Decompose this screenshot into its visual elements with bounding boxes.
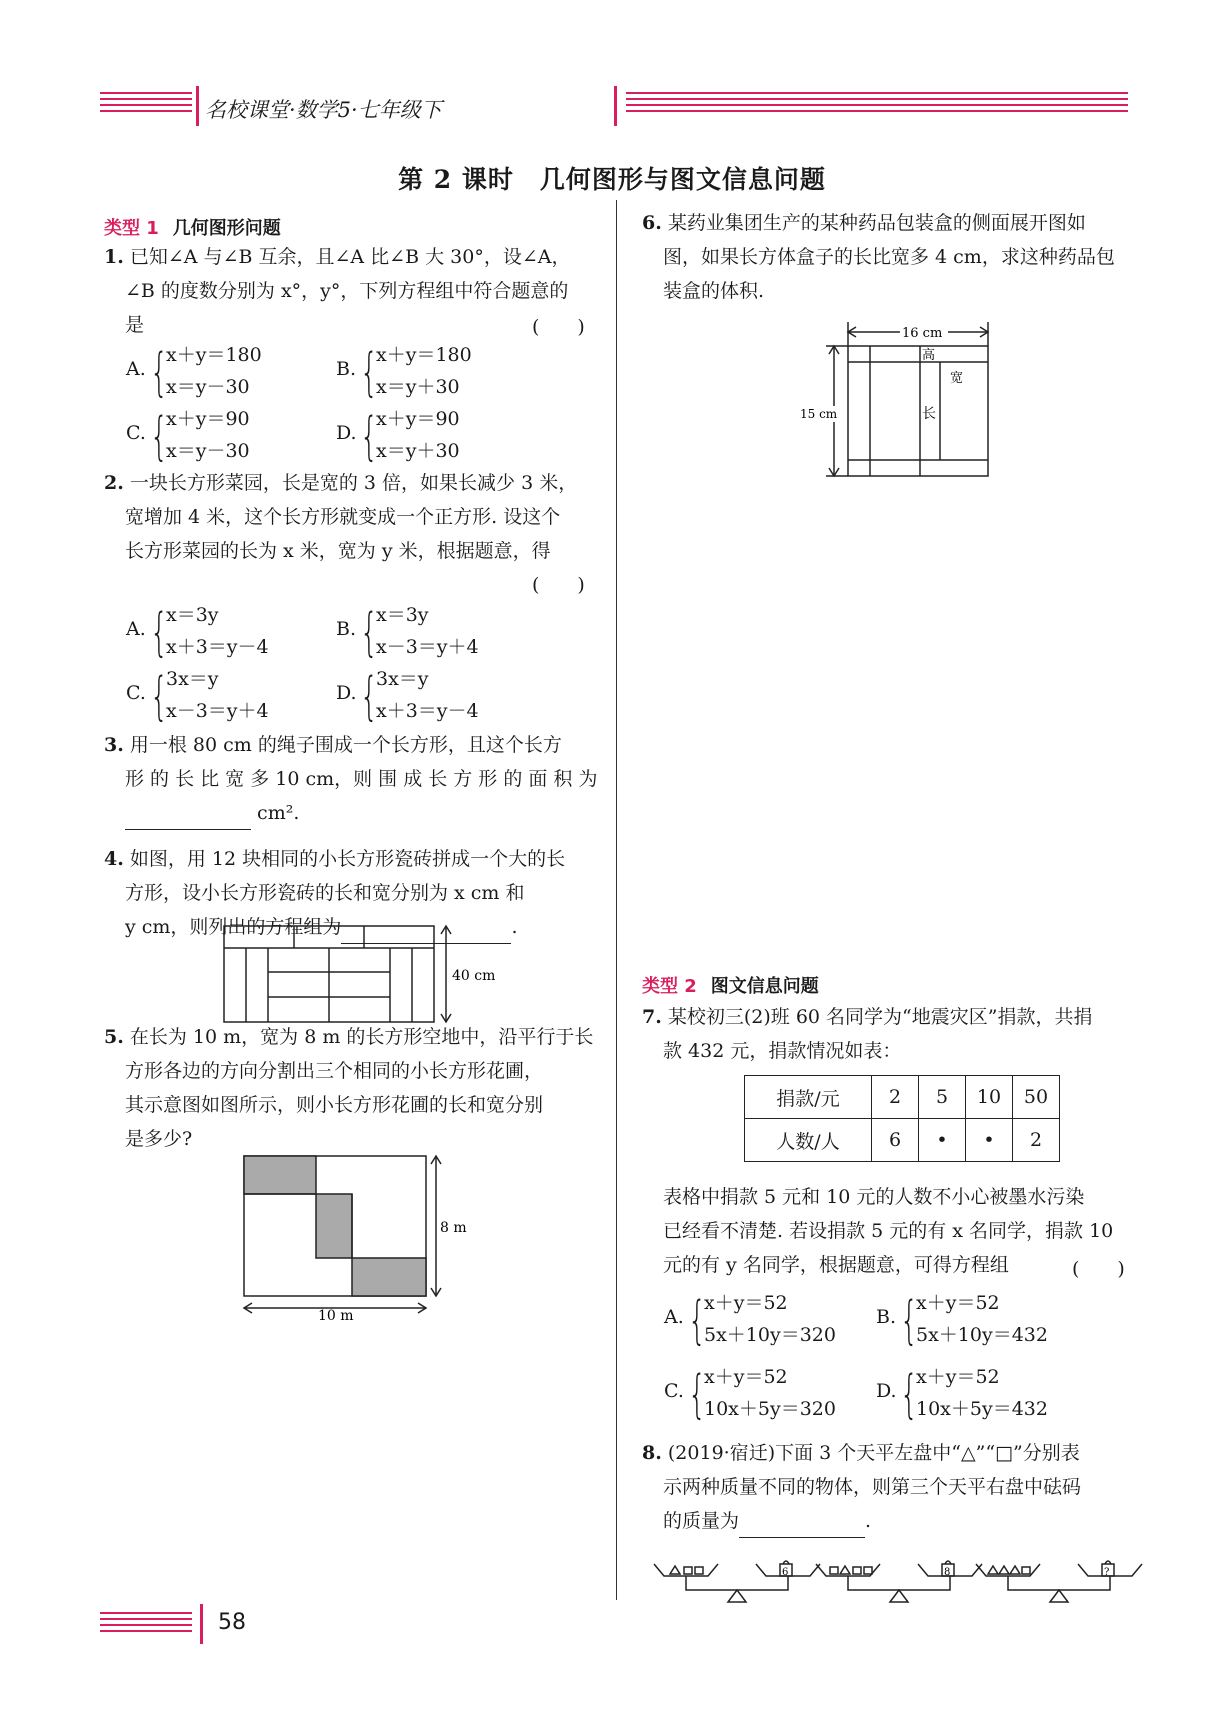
page-title: 第 2 课时 几何图形与图文信息问题 [398,165,826,194]
question-8: 8. (2019·宿迁)下面 3 个天平左盘中“△”“□”分别表 示两种质量不同的物体，则第三个天平右盘中砝码 的质量为 . [642,1436,1142,1538]
header-bar-left [196,86,199,126]
header-title: 名校课堂·数学5·七年级下 [205,98,442,122]
label-kuan: 宽 [950,371,964,386]
answer-blank-3[interactable] [125,803,251,830]
table-cell: • [919,1119,966,1162]
weight-3: ? [1104,1567,1110,1578]
donation-table [744,1075,1060,1162]
table-cell: 5 [919,1076,966,1119]
section-heading-2 [642,972,819,998]
answer-blank-8[interactable] [739,1511,865,1538]
table-cell: 10 [966,1076,1013,1119]
question-1: 1. 已知∠A 与∠B 互余，且∠A 比∠B 大 30°，设∠A， ∠B 的度数分别为 x°，y°，下列方程组中符合题意的 是 [104,246,571,336]
weight-1: 6 [782,1567,789,1578]
answer-paren-1: ( ) [532,316,585,338]
footer-bar [200,1604,203,1644]
table-cell: 50 [1013,1076,1060,1119]
table-row [745,1076,1060,1119]
tile-height-label: 40 cm [452,968,496,984]
table-cell: 人数/人 [745,1119,872,1162]
header-lines-left [100,92,192,118]
label-gao: 高 [922,348,936,363]
garden-height-label: 8 m [440,1220,467,1236]
section-title: 几何图形问题 [172,218,281,239]
box-width-label: 16 cm [902,326,943,341]
question-6: 6. 某药业集团生产的某种药品包装盒的侧面展开图如 图，如果长方体盒子的长比宽多 4 cm，求这种药品包 装盒的体积. [642,212,1115,302]
section-heading-1 [104,214,281,240]
table-cell: 2 [1013,1119,1060,1162]
question-5: 5. 在长为 10 m，宽为 8 m 的长方形空地中，沿平行于长 方形各边的方向分割出三个相同的小长方形花圃， 其示意图如图所示，则小长方形花圃的长和宽分别 是多少? [104,1026,594,1150]
table-cell: • [966,1119,1013,1162]
header-bar-right [614,86,617,126]
table-cell: 2 [872,1076,919,1119]
question-4: 4. 如图，用 12 块相同的小长方形瓷砖拼成一个大的长 方形，设小长方形瓷砖的长和宽分别为 x cm 和 y cm，则列出的方程组为 . [104,842,604,944]
box-net-figure [800,322,1000,482]
garden-width-label: 10 m [318,1308,354,1324]
table-cell: 6 [872,1119,919,1162]
question-2: 2. 一块长方形菜园，长是宽的 3 倍，如果长减少 3 米， 宽增加 4 米，这个长方形就变成一个正方形. 设这个 长方形菜园的长为 x 米，宽为 y 米，根据题意，得 [104,472,578,562]
tile-figure [220,922,496,1032]
section-tag: 类型 1 [104,218,159,239]
footer-lines [100,1612,192,1638]
weight-2: 8 [944,1567,951,1578]
question-7-cont: 表格中捐款 5 元和 10 元的人数不小心被墨水污染 已经看不清楚. 若设捐款 5 元的有 x 名同学，捐款 10 元的有 y 名同学，根据题意，可得方程组 [663,1186,1114,1276]
label-chang: 长 [922,406,936,422]
question-7: 7. 某校初三(2)班 60 名同学为“地震灾区”捐款，共捐 款 432 元，捐款情况如表： [642,1006,1093,1062]
box-height-label: 15 cm [800,407,838,421]
header-lines-right [626,92,1128,118]
answer-paren-7: ( ) [1072,1258,1125,1280]
section-title: 图文信息问题 [710,976,819,997]
table-row [745,1119,1060,1162]
question-3: 3. 用一根 80 cm 的绳子围成一个长方形，且这个长方 形 的 长 比 宽 多 10 cm，则 围 成 长 方 形 的 面 积 为 cm². [104,728,604,830]
answer-paren-2: ( ) [532,574,585,596]
section-tag: 类型 2 [642,976,697,997]
column-divider [616,200,617,1600]
page-number: 58 [218,1610,246,1635]
balance-figure [650,1552,1140,1612]
table-cell: 捐款/元 [745,1076,872,1119]
garden-figure [240,1152,470,1322]
